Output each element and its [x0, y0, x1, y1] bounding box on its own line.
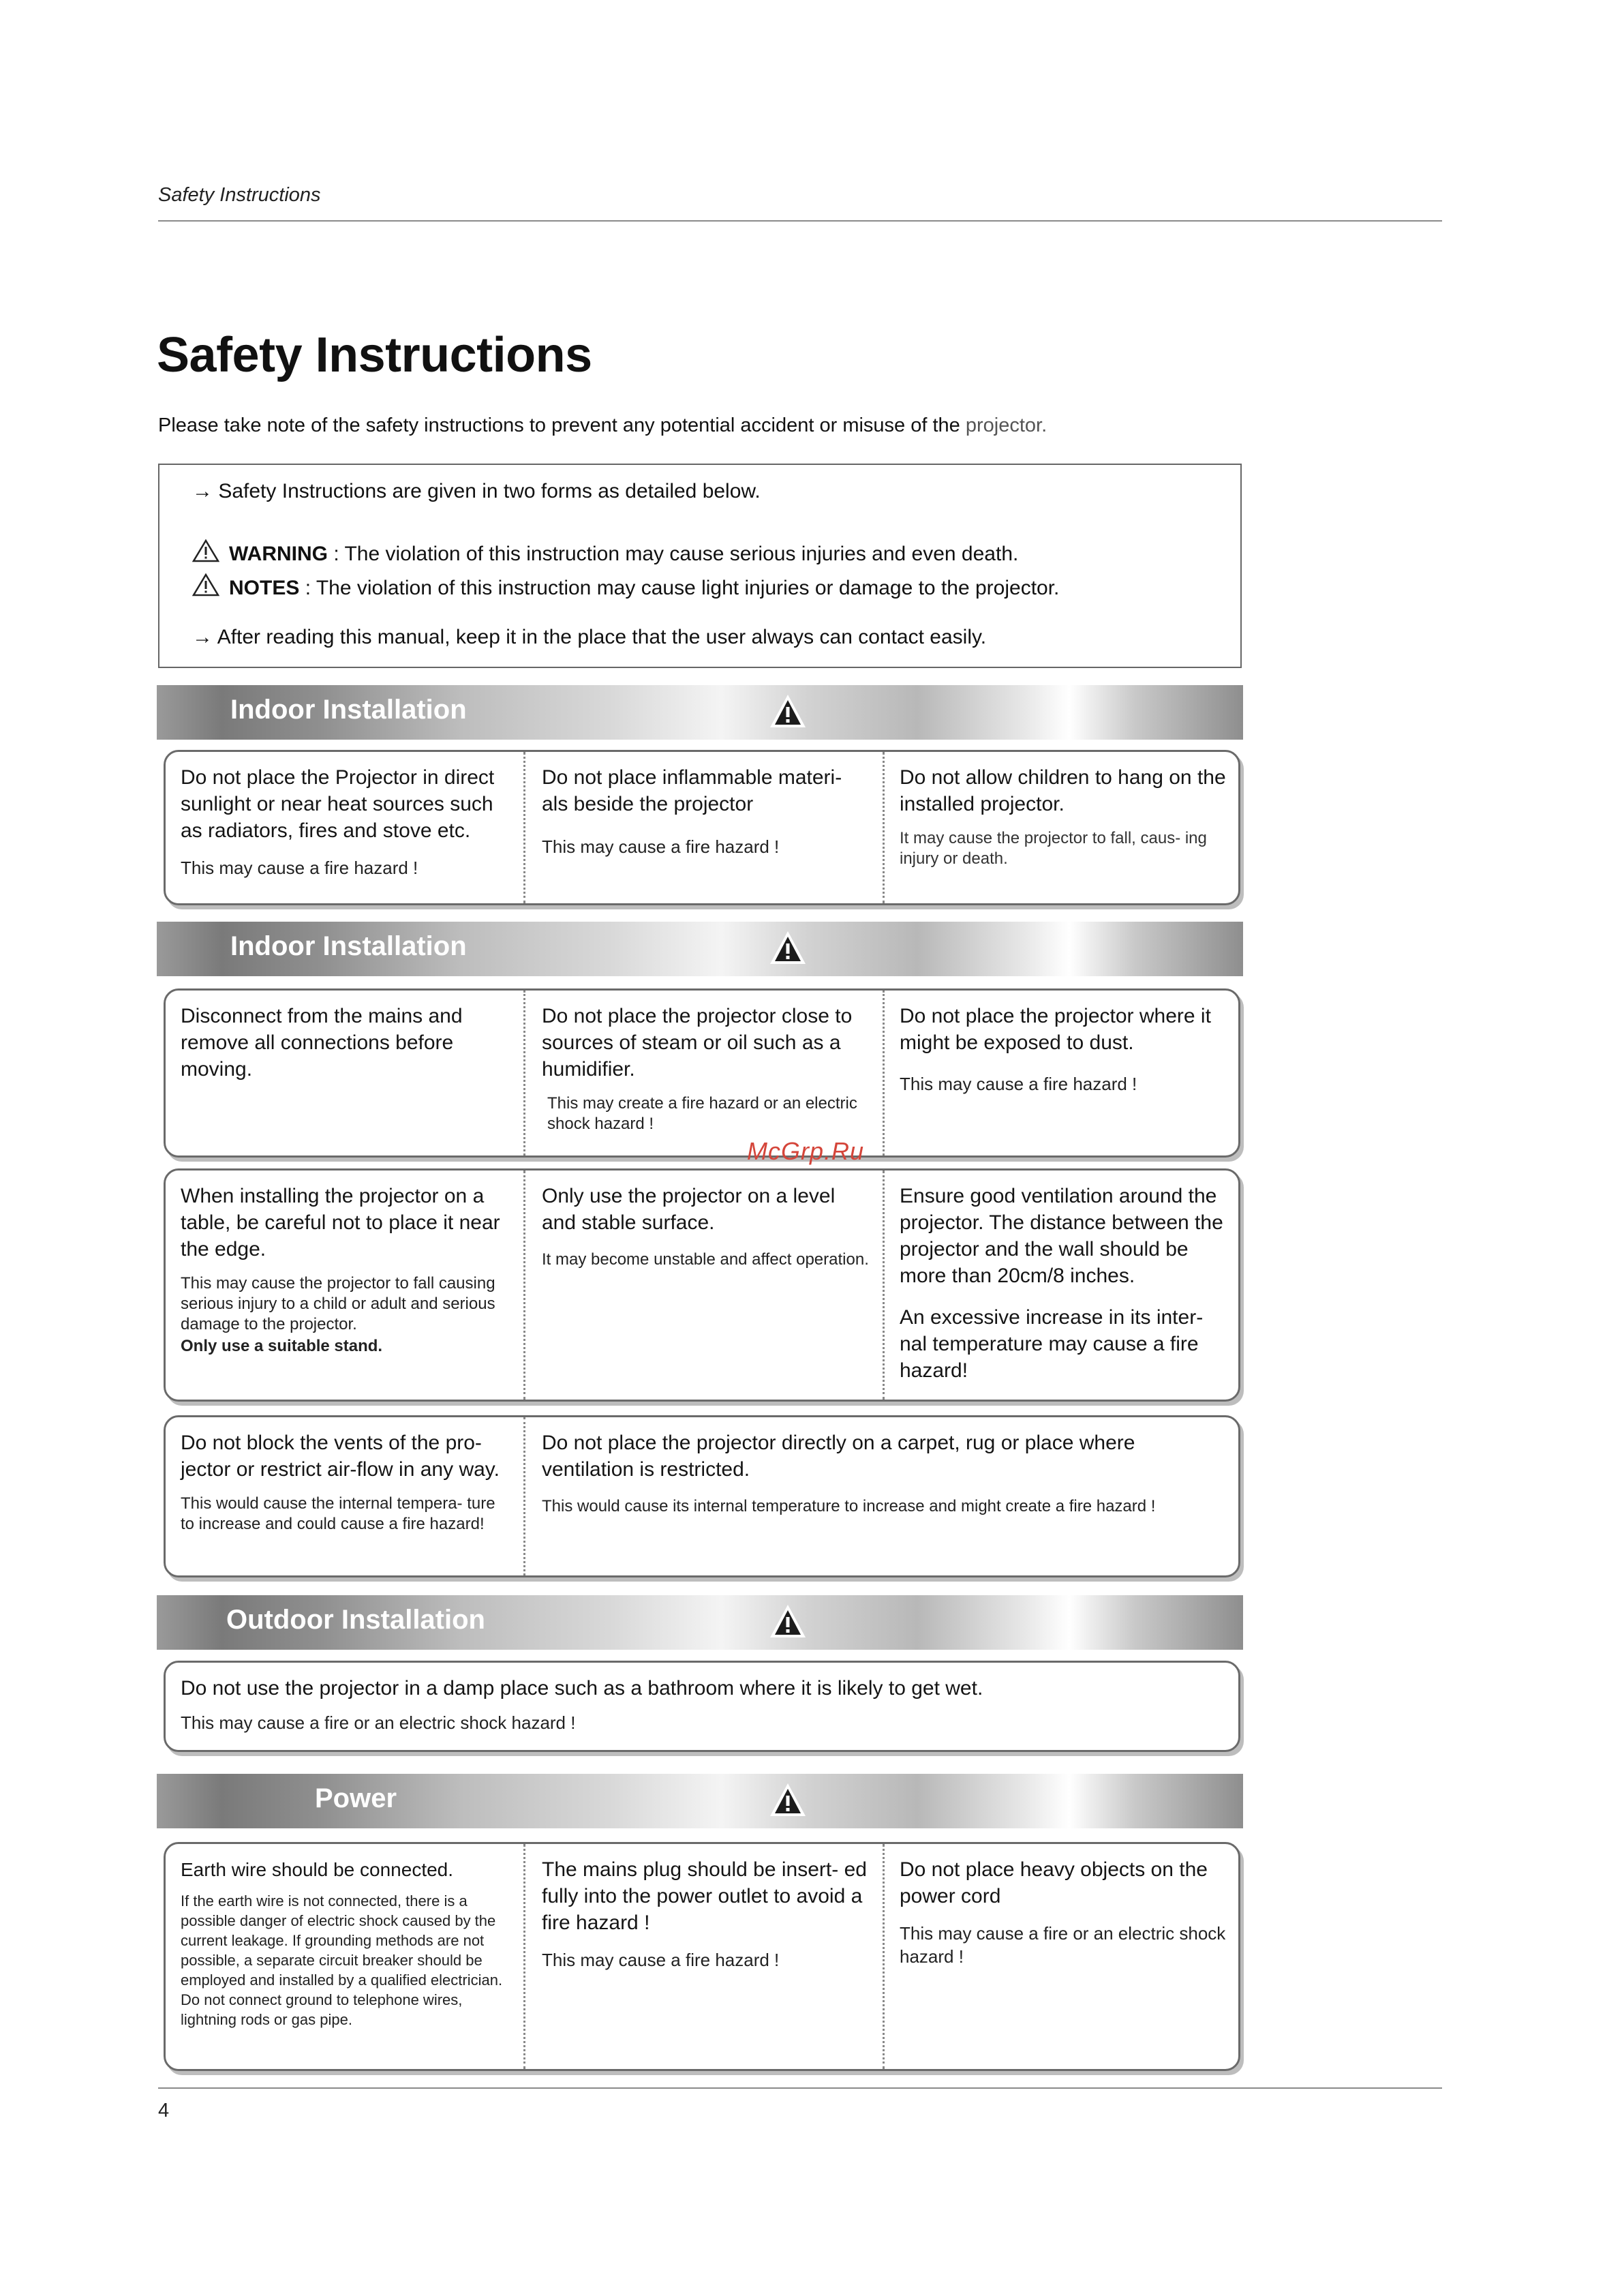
cell-main: Do not place inflammable materi- als beside the projector [542, 766, 842, 815]
watermark: McGrp.Ru [747, 1137, 865, 1165]
cell-strong: Only use a suitable stand. [181, 1337, 383, 1355]
cell-sub: This may cause a fire hazard ! [900, 1074, 1137, 1094]
legend-line-warning [192, 539, 1018, 566]
cell-inflammable [525, 752, 885, 903]
arrow-icon: → [192, 480, 213, 502]
cell-sub: It may become unstable and affect operation. [542, 1250, 869, 1269]
cell-carpet [525, 1417, 1242, 1575]
section-title: Outdoor Installation [226, 1605, 485, 1635]
cell-sub: This may cause a fire or an electric shock hazard ! [900, 1923, 1226, 1967]
section-bar-indoor-1 [157, 685, 1243, 740]
cell-dust [885, 991, 1242, 1155]
arrow-icon: → [192, 626, 213, 648]
cell-earth-wire [166, 1844, 525, 2069]
legend-line-keep [192, 626, 986, 649]
cell-sub: If the earth wire is not connected, there is a possible danger of electric shock caused by the current leakage. If grounding methods are not possible, a separate circuit breaker should be employed and installed by a qualified electrician. Do not connect ground to telephone wires, lightning rods or gas pipe. [181, 1892, 503, 2028]
cell-main: The mains plug should be insert- ed fully into the power outlet to avoid a fire hazard ! [542, 1858, 867, 1934]
legend-line-forms [192, 480, 761, 503]
card-indoor-1 [164, 750, 1240, 905]
legend-box [158, 464, 1242, 668]
cell-disconnect [166, 991, 525, 1155]
cell-table-edge [166, 1170, 525, 1400]
cell-sub: This would cause the internal tempera- ture to increase and could cause a fire hazard! [181, 1494, 495, 1533]
legend-forms-text: Safety Instructions are given in two forms as detailed below. [218, 480, 761, 502]
warning-outline-icon [192, 539, 219, 563]
cell-main: Do not place the Projector in direct sunlight or near heat sources such as radiators, fires and stove etc. [181, 766, 495, 842]
warning-icon [769, 1603, 807, 1639]
cell-direct-sunlight [166, 752, 525, 903]
section-bar-indoor-2 [157, 922, 1243, 976]
notes-outline-icon [192, 573, 219, 597]
intro-main: Please take note of the safety instructions to prevent any potential accident or misuse of the [158, 414, 960, 436]
cell-sub: This may cause a fire or an electric shock hazard ! [181, 1712, 576, 1733]
cell-sub: This would cause its internal temperature to increase and might create a fire hazard ! [542, 1497, 1156, 1515]
cell-main: Do not block the vents of the pro- jector or restrict air-flow in any way. [181, 1432, 500, 1481]
cell-main: Do not place the projector where it might be exposed to dust. [900, 1005, 1211, 1054]
running-header: Safety Instructions [158, 184, 321, 206]
card-indoor-2-row-1 [164, 988, 1240, 1158]
section-bar-outdoor [157, 1595, 1243, 1650]
cell-mains-plug [525, 1844, 885, 2069]
header-rule [158, 220, 1442, 222]
cell-main-2: An excessive increase in its inter- nal temperature may cause a fire hazard! [900, 1306, 1204, 1382]
cell-main: Do not place heavy objects on the power cord [900, 1858, 1208, 1907]
cell-main: Disconnect from the mains and remove all connections before moving. [181, 1005, 463, 1081]
legend-keep-text: After reading this manual, keep it in the place that the user always can contact easily. [217, 626, 987, 648]
cell-sub: It may cause the projector to fall, caus- ing injury or death. [900, 829, 1207, 868]
cell-main: Earth wire should be connected. [181, 1859, 454, 1880]
cell-main: Ensure good ventilation around the projector. The distance between the projector and the wall should be more than 20cm/8 inches. [900, 1185, 1223, 1287]
notes-text: : The violation of this instruction may cause light injuries or damage to the projector. [299, 577, 1060, 599]
card-power [164, 1842, 1240, 2071]
cell-vents [166, 1417, 525, 1575]
section-title: Power [315, 1783, 397, 1813]
warning-icon [769, 693, 807, 729]
intro-text [158, 414, 1047, 437]
section-title: Indoor Installation [230, 695, 467, 725]
cell-damp-place [166, 1663, 1242, 1750]
cell-sub: This may cause a fire hazard ! [542, 836, 780, 857]
footer-rule [158, 2087, 1442, 2089]
warning-label: WARNING [229, 543, 328, 565]
cell-ventilation [885, 1170, 1242, 1400]
cell-children [885, 752, 1242, 903]
card-indoor-2-row-2 [164, 1168, 1240, 1402]
cell-main: Only use the projector on a level and stable surface. [542, 1185, 836, 1234]
cell-sub: This may cause the projector to fall causing serious injury to a child or adult and serious damage to the projector. [181, 1274, 495, 1333]
cell-level-surface [525, 1170, 885, 1400]
cell-main: When installing the projector on a table, be careful not to place it near the edge. [181, 1185, 500, 1260]
cell-steam-oil [525, 991, 885, 1155]
cell-main: Do not allow children to hang on the installed projector. [900, 766, 1226, 815]
warning-icon [769, 930, 807, 965]
cell-sub: This may cause a fire hazard ! [181, 858, 418, 878]
cell-main: Do not place the projector directly on a carpet, rug or place where ventilation is restricted. [542, 1432, 1135, 1481]
card-indoor-2-row-3 [164, 1415, 1240, 1577]
page-number: 4 [158, 2100, 170, 2121]
cell-sub: This may cause a fire hazard ! [542, 1950, 780, 1970]
legend-line-notes [192, 573, 1059, 600]
warning-text: : The violation of this instruction may cause serious injuries and even death. [328, 543, 1019, 565]
page-title: Safety Instructions [157, 328, 592, 382]
intro-accent: projector. [965, 414, 1047, 436]
section-title: Indoor Installation [230, 931, 467, 961]
cell-sub: This may create a fire hazard or an electric shock hazard ! [547, 1094, 857, 1133]
cell-main: Do not place the projector close to sources of steam or oil such as a humidifier. [542, 1005, 853, 1081]
cell-main: Do not use the projector in a damp place such as a bathroom where it is likely to get wet. [181, 1677, 983, 1700]
card-outdoor [164, 1661, 1240, 1752]
notes-label: NOTES [229, 577, 300, 599]
warning-icon [769, 1782, 807, 1817]
section-bar-power [157, 1774, 1243, 1828]
cell-heavy-objects [885, 1844, 1242, 2069]
